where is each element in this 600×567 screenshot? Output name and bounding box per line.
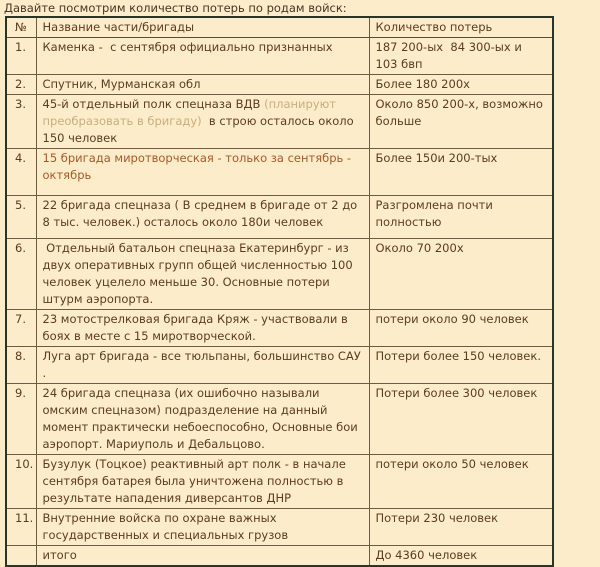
row-number: 3. — [6, 95, 36, 149]
loss-count: 187 200-ых 84 300-ых и 103 бвп — [369, 38, 553, 75]
table-row — [6, 239, 553, 310]
table-row — [6, 384, 553, 455]
row-number: 8. — [6, 347, 36, 384]
loss-count: потери около 50 человек — [369, 455, 553, 509]
row-number: 10. — [6, 455, 36, 509]
unit-name: 24 бригада спецназа (их ошибочно называли омским спецназом) подразделение на данный момент практически небоеспособно, Основные бои аэропорт. Мариуполь и Дебальцово. — [36, 384, 369, 455]
table-row — [6, 347, 553, 384]
unit-name: Внутренние войска по охране важных государственных и специальных грузов — [36, 509, 369, 546]
unit-name — [36, 95, 369, 149]
row-number: 6. — [6, 239, 36, 310]
table-row — [6, 95, 553, 149]
row-number: 5. — [6, 196, 36, 239]
unit-name: Отдельный батальон спецназа Екатеринбург - из двух оперативных групп общей численностью 100 человек уцелело меньше 30. Основные потери штурм аэропорта. — [36, 239, 369, 310]
loss-count: Около 70 200х — [369, 239, 553, 310]
losses-table — [5, 16, 554, 567]
row-number: 7. — [6, 310, 36, 347]
row-number: 11. — [6, 509, 36, 546]
unit-name: 15 бригада миротворческая - только за сентябрь - октябрь — [36, 149, 369, 196]
loss-count: Более 180 200х — [369, 75, 553, 95]
row-number: 4. — [6, 149, 36, 196]
unit-name: Спутник, Мурманская обл — [36, 75, 369, 95]
page-title: Давайте посмотрим количество потерь по родам войск: — [4, 1, 347, 15]
header-number: № — [6, 17, 36, 38]
loss-count: Потери 230 человек — [369, 509, 553, 546]
loss-count: Более 150и 200-тых — [369, 149, 553, 196]
unit-name: Луга арт бригада - все тюльпаны, большинство САУ . — [36, 347, 369, 384]
table-row — [6, 310, 553, 347]
table-row — [6, 509, 553, 546]
unit-name: Каменка - с сентября официально признанных — [36, 38, 369, 75]
loss-count: потери около 90 человек — [369, 310, 553, 347]
row-number: 2. — [6, 75, 36, 95]
table-row — [6, 149, 553, 196]
row-number: 1. — [6, 38, 36, 75]
loss-count: Потери более 300 человек — [369, 384, 553, 455]
total-loss-count: До 4360 человек — [369, 546, 553, 567]
row-number — [6, 546, 36, 567]
row-number: 9. — [6, 384, 36, 455]
header-unit-name: Название части/бригады — [36, 17, 369, 38]
unit-name: 23 мотострелковая бригада Кряж - участвовали в боях в месте с 15 миротворческой. — [36, 310, 369, 347]
unit-name: Бузулук (Тоцкое) реактивный арт полк - в начале сентября батарея была уничтожена полностью в результате нападения диверсантов ДНР — [36, 455, 369, 509]
table-row-total — [6, 546, 553, 567]
table-row — [6, 455, 553, 509]
unit-name-text: 45-й отдельный полк спецназа ВДВ — [42, 97, 265, 111]
unit-name-text: в строю осталось около 150 человек — [42, 114, 358, 145]
loss-count: Около 850 200-х, возможно больше — [369, 95, 553, 149]
table-header-row — [6, 17, 553, 38]
table-row — [6, 75, 553, 95]
table-row — [6, 196, 553, 239]
unit-name: 22 бригада спецназа ( В среднем в бригаде от 2 до 8 тыс. человек.) осталось около 180и человек — [36, 196, 369, 239]
total-label: итого — [36, 546, 369, 567]
loss-count: Разгромлена почти полностью — [369, 196, 553, 239]
unit-name-note: (планируют преобразовать в бригаду) — [42, 97, 340, 128]
loss-count: Потери более 150 человек. — [369, 347, 553, 384]
table-row — [6, 38, 553, 75]
header-loss-count: Количество потерь — [369, 17, 553, 38]
